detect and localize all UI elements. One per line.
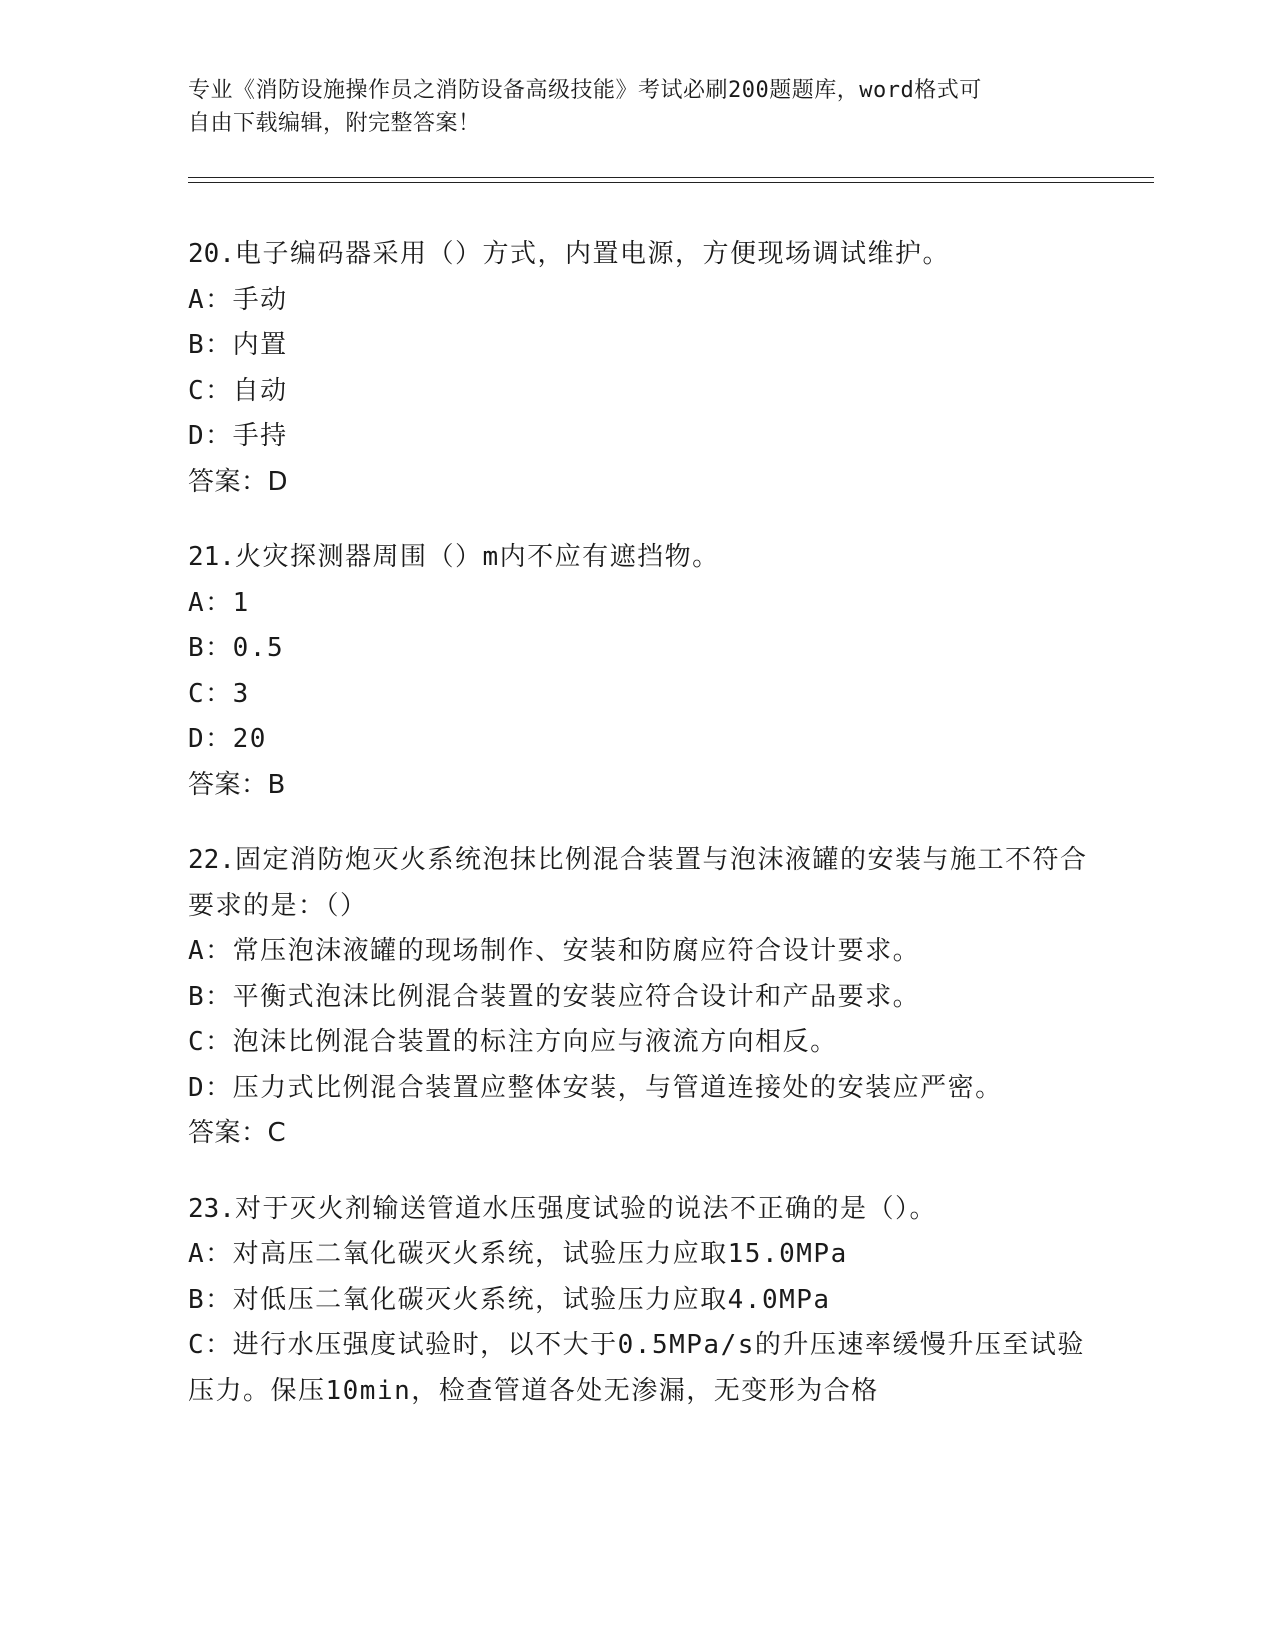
header-line-1: 专业《消防设施操作员之消防设备高级技能》考试必刷200题题库，word格式可 bbox=[188, 78, 982, 103]
option-d bbox=[188, 1066, 1088, 1112]
option-a bbox=[188, 929, 1088, 975]
option-text: 1 bbox=[232, 587, 250, 618]
option-text: 泡沫比例混合装置的标注方向应与液流方向相反。 bbox=[232, 1027, 838, 1057]
option-key: B： bbox=[188, 981, 233, 1012]
option-key: A： bbox=[188, 1239, 233, 1269]
option-c bbox=[188, 369, 1088, 415]
question-number: 21. bbox=[188, 542, 235, 572]
question-text: 电子编码器采用（）方式，内置电源，方便现场调试维护。 bbox=[234, 239, 950, 269]
question-21 bbox=[188, 535, 1088, 808]
header-divider-bottom bbox=[188, 182, 1154, 183]
option-key: D： bbox=[188, 724, 233, 754]
option-b bbox=[188, 975, 1088, 1021]
answer: 答案：B bbox=[188, 769, 286, 800]
question-23 bbox=[188, 1187, 1088, 1415]
question-stem bbox=[188, 838, 1088, 929]
question-number: 23. bbox=[188, 1193, 235, 1224]
option-c bbox=[188, 672, 1088, 718]
option-key: C： bbox=[188, 375, 233, 406]
option-text: 3 bbox=[232, 678, 250, 709]
option-text: 压力式比例混合装置应整体安装，与管道连接处的安装应严密。 bbox=[232, 1072, 1003, 1103]
option-text: 手持 bbox=[232, 421, 288, 451]
option-text: 对低压二氧化碳灭火系统，试验压力应取4.0MPa bbox=[232, 1284, 831, 1315]
question-stem bbox=[188, 1187, 1088, 1233]
option-text: 20 bbox=[232, 724, 267, 754]
question-text: 固定消防炮灭火系统泡抹比例混合装置与泡沫液罐的安装与施工不符合要求的是：（） bbox=[188, 845, 1088, 921]
option-b bbox=[188, 626, 1088, 672]
option-key: A： bbox=[188, 587, 233, 618]
option-key: B： bbox=[188, 330, 233, 360]
option-text: 进行水压强度试验时，以不大于0.5MPa/s的升压速率缓慢升压至试验压力。保压10min，检查管道各处无渗漏，无变形为合格 bbox=[188, 1330, 1085, 1406]
header-line-2: 自由下载编辑，附完整答案！ bbox=[188, 111, 481, 136]
option-key: B： bbox=[188, 1284, 233, 1315]
option-b bbox=[188, 323, 1088, 369]
question-text: 对于灭火剂输送管道水压强度试验的说法不正确的是（）。 bbox=[234, 1193, 937, 1224]
option-text: 平衡式泡沫比例混合装置的安装应符合设计和产品要求。 bbox=[232, 981, 921, 1012]
option-c bbox=[188, 1020, 1088, 1066]
option-d bbox=[188, 414, 1088, 460]
question-list bbox=[188, 232, 1088, 1444]
option-a bbox=[188, 581, 1088, 627]
option-text: 常压泡沫液罐的现场制作、安装和防腐应符合设计要求。 bbox=[232, 936, 921, 966]
option-key: A： bbox=[188, 936, 233, 966]
question-number: 20. bbox=[188, 239, 235, 269]
header-divider-top bbox=[188, 177, 1154, 178]
option-a bbox=[188, 1232, 1088, 1278]
question-stem bbox=[188, 535, 1088, 581]
option-key: C： bbox=[188, 1027, 233, 1057]
option-text: 对高压二氧化碳灭火系统，试验压力应取15.0MPa bbox=[232, 1239, 848, 1269]
option-key: D： bbox=[188, 1072, 233, 1103]
option-text: 手动 bbox=[232, 284, 288, 315]
answer: 答案：D bbox=[188, 466, 289, 497]
option-key: C： bbox=[188, 678, 233, 709]
option-text: 0.5 bbox=[232, 633, 285, 663]
question-text: 火灾探测器周围（）m内不应有遮挡物。 bbox=[234, 542, 720, 572]
question-22 bbox=[188, 838, 1088, 1157]
answer: 答案：C bbox=[188, 1118, 287, 1148]
option-b bbox=[188, 1278, 1088, 1324]
option-key: D： bbox=[188, 421, 233, 451]
option-d bbox=[188, 717, 1088, 763]
question-stem bbox=[188, 232, 1088, 278]
document-header bbox=[188, 74, 1068, 140]
option-text: 内置 bbox=[232, 330, 288, 360]
option-text: 自动 bbox=[232, 375, 288, 406]
question-20 bbox=[188, 232, 1088, 505]
option-a bbox=[188, 278, 1088, 324]
option-key: C： bbox=[188, 1330, 233, 1360]
option-key: B： bbox=[188, 633, 233, 663]
option-key: A： bbox=[188, 284, 233, 315]
question-number: 22. bbox=[188, 845, 235, 875]
option-c bbox=[188, 1323, 1088, 1414]
